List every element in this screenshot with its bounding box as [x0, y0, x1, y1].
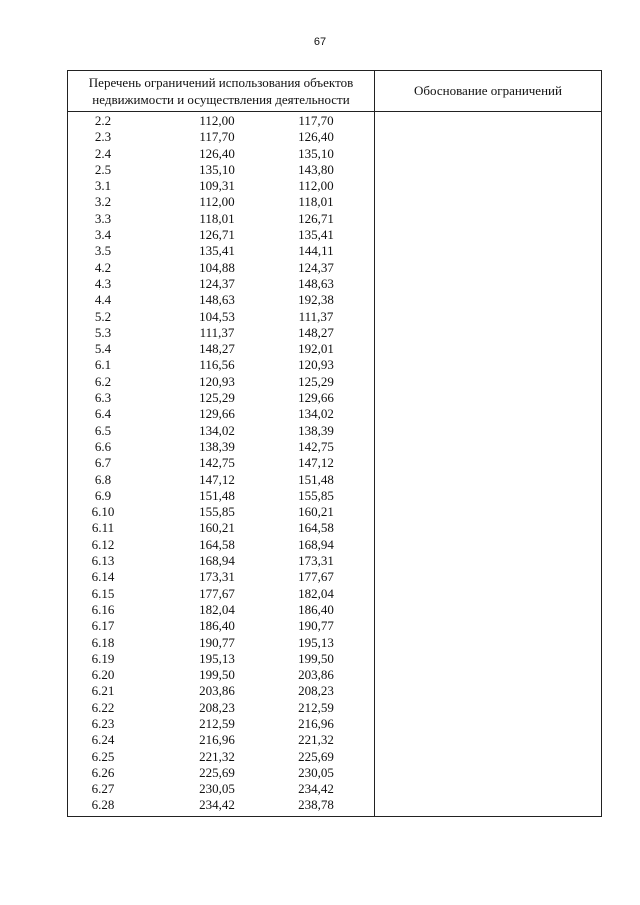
table-row — [68, 683, 374, 699]
row-value-from: 135,41 — [199, 243, 235, 259]
table-row — [68, 455, 374, 471]
row-value-from: 182,04 — [199, 601, 235, 617]
row-code: 6.3 — [94, 390, 112, 406]
row-value-from: 164,58 — [199, 536, 235, 552]
table-row — [68, 211, 374, 227]
table-row — [68, 602, 374, 618]
row-value-to: 148,27 — [298, 324, 334, 340]
row-code: 6.12 — [91, 536, 115, 552]
row-value-to: 117,70 — [298, 113, 334, 128]
row-value-to: 148,63 — [298, 275, 334, 291]
table-row — [68, 537, 374, 553]
table-row — [68, 569, 374, 585]
table-row — [68, 700, 374, 716]
row-value-to: 118,01 — [298, 194, 334, 210]
row-code: 5.2 — [94, 308, 112, 324]
row-code: 6.24 — [91, 732, 115, 748]
table-row — [68, 146, 374, 162]
table-row — [68, 716, 374, 732]
row-code: 4.2 — [94, 259, 112, 275]
table-row — [68, 586, 374, 602]
row-value-from: 116,56 — [199, 357, 235, 373]
row-code: 6.15 — [91, 585, 115, 601]
table-row — [68, 129, 374, 145]
row-code: 6.25 — [91, 748, 115, 764]
row-value-from: 126,71 — [199, 227, 235, 243]
row-value-from: 221,32 — [199, 748, 235, 764]
row-value-from: 168,94 — [199, 553, 235, 569]
row-value-from: 212,59 — [199, 715, 235, 731]
row-code: 6.14 — [91, 569, 115, 585]
row-value-from: 155,85 — [199, 504, 235, 520]
table-row — [68, 732, 374, 748]
row-value-from: 148,27 — [199, 341, 235, 357]
row-code: 3.2 — [94, 194, 112, 210]
row-value-from: 177,67 — [199, 585, 235, 601]
table-row — [68, 243, 374, 259]
row-code: 5.3 — [94, 324, 112, 340]
row-value-to: 147,12 — [298, 455, 334, 471]
row-value-from: 112,00 — [199, 194, 235, 210]
row-code: 6.11 — [91, 520, 115, 536]
table-row — [68, 357, 374, 373]
row-code: 6.13 — [91, 553, 115, 569]
row-value-to: 177,67 — [298, 569, 334, 585]
row-value-from: 208,23 — [199, 699, 235, 715]
row-value-to: 138,39 — [298, 422, 334, 438]
table-row — [68, 553, 374, 569]
row-value-to: 168,94 — [298, 536, 334, 552]
table-row — [68, 162, 374, 178]
row-code: 6.7 — [94, 455, 112, 471]
row-value-to: 126,40 — [298, 129, 334, 145]
row-value-from: 216,96 — [199, 732, 235, 748]
table-row — [68, 651, 374, 667]
row-value-to: 216,96 — [298, 715, 334, 731]
row-value-to: 160,21 — [298, 504, 334, 520]
row-value-from: 120,93 — [199, 373, 235, 389]
row-code: 6.16 — [91, 601, 115, 617]
row-code: 6.26 — [91, 764, 115, 780]
row-value-to: 182,04 — [298, 585, 334, 601]
table-row — [68, 227, 374, 243]
table-row — [68, 423, 374, 439]
row-value-from: 134,02 — [199, 422, 235, 438]
data-rows — [68, 112, 374, 816]
table-row — [68, 325, 374, 341]
row-value-from: 173,31 — [199, 569, 235, 585]
row-value-to: 124,37 — [298, 259, 334, 275]
row-value-to: 112,00 — [298, 178, 334, 194]
row-value-to: 135,41 — [298, 227, 334, 243]
row-code: 4.4 — [94, 292, 112, 308]
row-value-to: 230,05 — [298, 764, 334, 780]
row-code: 6.21 — [91, 683, 115, 699]
row-value-from: 138,39 — [199, 438, 235, 454]
table-row — [68, 276, 374, 292]
row-value-from: 109,31 — [199, 178, 235, 194]
row-value-from: 199,50 — [199, 667, 235, 683]
page-number: 67 — [313, 36, 327, 48]
table-row — [68, 765, 374, 781]
row-value-to: 173,31 — [298, 553, 334, 569]
row-code: 6.6 — [94, 438, 112, 454]
table-row — [68, 292, 374, 308]
table-row — [68, 797, 374, 813]
row-code: 6.22 — [91, 699, 115, 715]
table-row — [68, 439, 374, 455]
table-row — [68, 260, 374, 276]
row-value-to: 190,77 — [298, 618, 334, 634]
row-value-to: 208,23 — [298, 683, 334, 699]
restrictions-data-cell — [68, 112, 375, 817]
header-restrictions-basis: Обоснование ограничений — [375, 71, 602, 112]
row-code: 2.4 — [94, 145, 112, 161]
row-value-to: 155,85 — [298, 487, 334, 503]
row-value-from: 125,29 — [199, 390, 235, 406]
row-value-from: 117,70 — [199, 129, 235, 145]
row-code: 3.4 — [94, 227, 112, 243]
restrictions-table — [67, 70, 602, 817]
row-value-to: 186,40 — [298, 601, 334, 617]
row-value-to: 135,10 — [298, 145, 334, 161]
row-code: 3.3 — [94, 210, 112, 226]
row-value-to: 144,11 — [298, 243, 334, 259]
row-value-from: 124,37 — [199, 275, 235, 291]
table-row — [68, 635, 374, 651]
row-code: 3.1 — [94, 178, 112, 194]
row-value-from: 186,40 — [199, 618, 235, 634]
row-value-from: 203,86 — [199, 683, 235, 699]
row-value-from: 112,00 — [199, 113, 235, 128]
row-code: 6.23 — [91, 715, 115, 731]
row-value-from: 147,12 — [199, 471, 235, 487]
row-value-to: 221,32 — [298, 732, 334, 748]
row-value-to: 125,29 — [298, 373, 334, 389]
table-row — [68, 194, 374, 210]
row-value-from: 135,10 — [199, 161, 235, 177]
row-value-to: 203,86 — [298, 667, 334, 683]
row-value-from: 148,63 — [199, 292, 235, 308]
row-value-to: 234,42 — [298, 781, 334, 797]
table-row — [68, 341, 374, 357]
row-code: 6.28 — [91, 797, 115, 813]
header-restrictions-list: Перечень ограничений использования объектов недвижимости и осуществления деятельности — [68, 71, 375, 112]
row-value-from: 234,42 — [199, 797, 235, 813]
row-code: 6.9 — [94, 487, 112, 503]
row-value-to: 120,93 — [298, 357, 334, 373]
row-value-to: 129,66 — [298, 390, 334, 406]
row-value-to: 192,38 — [298, 292, 334, 308]
row-code: 6.2 — [94, 373, 112, 389]
row-code: 2.5 — [94, 161, 112, 177]
table-row — [68, 113, 374, 129]
row-value-to: 126,71 — [298, 210, 334, 226]
row-value-from: 190,77 — [199, 634, 235, 650]
row-code: 6.19 — [91, 650, 115, 666]
row-value-to: 151,48 — [298, 471, 334, 487]
row-value-to: 212,59 — [298, 699, 334, 715]
row-value-to: 143,80 — [298, 161, 334, 177]
row-value-to: 164,58 — [298, 520, 334, 536]
row-code: 6.8 — [94, 471, 112, 487]
row-code: 3.5 — [94, 243, 112, 259]
table-row — [68, 749, 374, 765]
row-value-to: 192,01 — [298, 341, 334, 357]
table-body-row — [68, 112, 602, 817]
row-code: 6.5 — [94, 422, 112, 438]
row-value-from: 142,75 — [199, 455, 235, 471]
row-code: 6.10 — [91, 504, 115, 520]
row-value-from: 129,66 — [199, 406, 235, 422]
row-value-from: 225,69 — [199, 764, 235, 780]
row-value-from: 118,01 — [199, 210, 235, 226]
row-code: 4.3 — [94, 275, 112, 291]
row-code: 2.3 — [94, 129, 112, 145]
table-row — [68, 178, 374, 194]
row-code: 2.2 — [94, 113, 112, 128]
row-value-from: 195,13 — [199, 650, 235, 666]
row-code: 6.17 — [91, 618, 115, 634]
table-row — [68, 309, 374, 325]
row-code: 6.18 — [91, 634, 115, 650]
table-header-row — [68, 71, 602, 112]
row-value-to: 238,78 — [298, 797, 334, 813]
row-value-to: 195,13 — [298, 634, 334, 650]
table-row — [68, 504, 374, 520]
table-row — [68, 667, 374, 683]
row-code: 6.20 — [91, 667, 115, 683]
row-value-from: 230,05 — [199, 781, 235, 797]
row-value-to: 111,37 — [298, 308, 334, 324]
row-value-from: 160,21 — [199, 520, 235, 536]
row-code: 6.27 — [91, 781, 115, 797]
table-row — [68, 374, 374, 390]
row-value-from: 104,88 — [199, 259, 235, 275]
row-value-from: 111,37 — [199, 324, 235, 340]
table-row — [68, 390, 374, 406]
table-row — [68, 520, 374, 536]
table-row — [68, 781, 374, 797]
row-value-to: 142,75 — [298, 438, 334, 454]
table-row — [68, 406, 374, 422]
row-code: 6.1 — [94, 357, 112, 373]
row-value-from: 104,53 — [199, 308, 235, 324]
row-value-to: 134,02 — [298, 406, 334, 422]
row-value-from: 151,48 — [199, 487, 235, 503]
row-code: 5.4 — [94, 341, 112, 357]
table-row — [68, 488, 374, 504]
table-row — [68, 618, 374, 634]
table-row — [68, 472, 374, 488]
row-value-from: 126,40 — [199, 145, 235, 161]
row-value-to: 199,50 — [298, 650, 334, 666]
row-code: 6.4 — [94, 406, 112, 422]
basis-cell — [375, 112, 602, 817]
row-value-to: 225,69 — [298, 748, 334, 764]
